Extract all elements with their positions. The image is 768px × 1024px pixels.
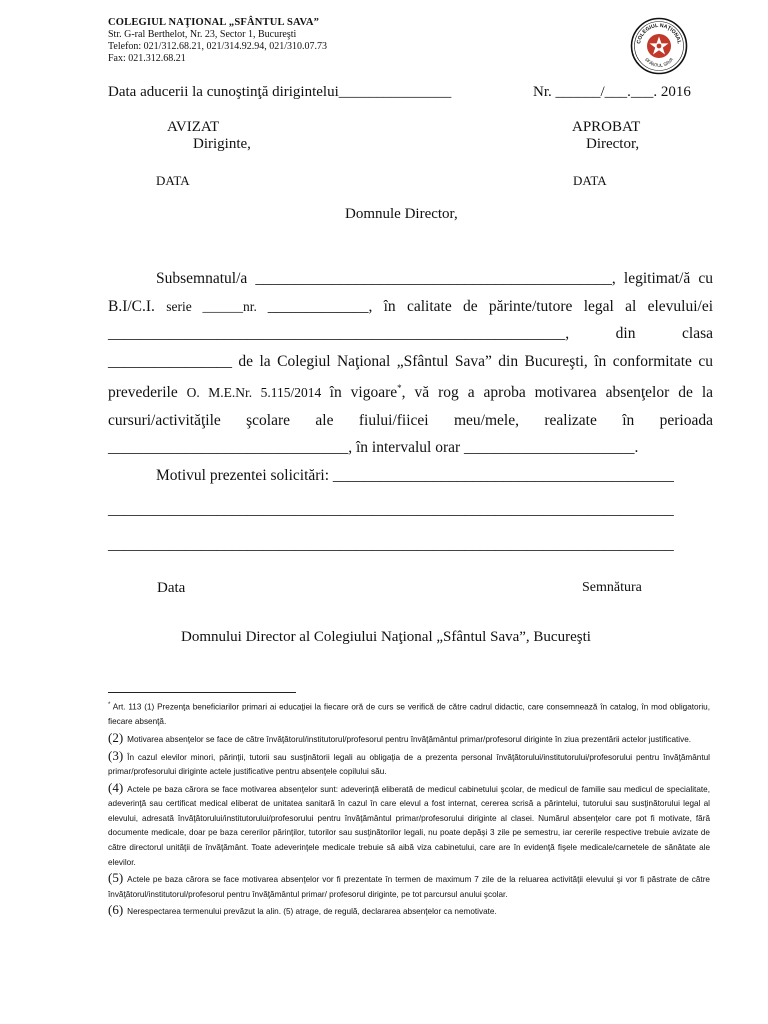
date-label: Data xyxy=(157,580,186,596)
school-phone: Telefon: 021/312.68.21, 021/314.92.94, 021/310.07.73 xyxy=(108,41,328,52)
registration-number-field: Nr. ______/___.___. 2016 xyxy=(533,84,691,100)
aprobat-role: Director, xyxy=(586,136,640,152)
notification-date-field: Data aducerii la cunoştinţă dirigintelui_______________ xyxy=(108,84,452,100)
school-address: Str. G-ral Berthelot, Nr. 23, Sector 1, Bucureşti xyxy=(108,29,297,40)
reason-line: Motivul prezentei solicitări: ____________________________________________ xyxy=(156,466,674,484)
footnote-item: * Art. 113 (1) Prezenţa beneficiarilor primari ai educaţiei la fiecare oră de curs se verifică de către cadrul didactic, care consemnează în catalog, în mod obligatoriu, fiecare absenţă. xyxy=(108,702,710,727)
footnotes xyxy=(108,698,710,921)
request-body xyxy=(108,265,713,558)
aprobat-date: DATA xyxy=(573,173,607,188)
avizat-block xyxy=(167,119,251,153)
addressee-line: Domnului Director al Colegiului Naţional „Sfântul Sava”, Bucureşti xyxy=(181,629,591,645)
salutation: Domnule Director, xyxy=(345,206,458,222)
footnote-mark: * xyxy=(397,383,402,393)
svg-text:COLEGIUL NAŢIONAL: COLEGIUL NAŢIONAL xyxy=(636,22,682,45)
svg-text:SFÂNTUL SAVA: SFÂNTUL SAVA xyxy=(643,56,675,69)
avizat-title: AVIZAT xyxy=(167,119,220,135)
avizat-role: Diriginte, xyxy=(193,136,251,152)
school-name: COLEGIUL NAŢIONAL „SFÂNTUL SAVA” xyxy=(108,17,320,28)
avizat-date: DATA xyxy=(156,173,190,188)
letterhead xyxy=(108,17,327,65)
signature-label: Semnătura xyxy=(582,580,642,595)
blank-line: _________________________________________________________________________ xyxy=(108,501,674,519)
school-seal-logo xyxy=(630,17,688,75)
school-fax: Fax: 021.312.68.21 xyxy=(108,53,186,64)
blank-line: _________________________________________________________________________ xyxy=(108,535,674,553)
request-paragraph: Subsemnatul/a ______________________________________________, legitimat/ă cu B.I/C.I. serie ______nr. _____________, în calitate de părinte/tutore legal al elevului/ei ___________________________________________________________, din clasa ________________ de la Colegiul Naţional „Sfântul Sava” din Bucureşti, în conformitate cu prevederile O. M.E.Nr. 5.115/2014 în vigoare*, vă rog a aproba motivarea absenţelor de la cursuri/activităţile şcolare ale fiului/fiicei meu/mele, realizate în perioada _______________________________, în intervalul orar ______________________. xyxy=(108,270,714,457)
footnote-item: (4) Actele pe baza cărora se face motivarea absenţelor sunt: adeverinţă eliberată de medicul cabinetului şcolar, de medicul de familie sau medicul de specialitate, adeverinţă sau certificat medical eliberat de unitatea sanitară în cazul în care elevul a fost internat, cererea scrisă a părintelui, tutorului sau susţinătorului legal al elevului, adresată învăţătorului/institutorului/profesorului pentru învăţământul primar/profesorului diriginte al clasei. Numărul absenţelor care pot fi motivate, fără documente medicale, doar pe baza cererilor părinţilor, tutorilor sau susţinătorilor legali, nu poate depăşi 3 zile pe semestru, iar cererile respective trebuie avizate de către directorul unităţii de învăţământ. Toate adeverinţele medicale trebuie să aibă viza cabinetului, care are în evidenţă fişele medicale/carnetele de sănătate ale elevilor. xyxy=(108,779,710,867)
footnote-separator xyxy=(108,692,296,693)
footnote-item: (3) În cazul elevilor minori, părinţii, tutorii sau susţinătorii legali au obligaţia de a prezenta personal învăţătorului/institutorului/profesorului pentru învăţământul primar/profesorului diriginte actele justificative pentru absenţele copilului său. xyxy=(108,747,710,777)
footnote-item: (5) Actele pe baza cărora se face motivarea absenţelor vor fi prezentate în termen de maximum 7 zile de la reluarea activităţii elevului şi vor fi păstrate de către învăţătorul/institutorul/profesorul pentru învăţământul primar/ profesorul diriginte, pe tot parcursul anului şcolar. xyxy=(108,870,710,899)
aprobat-title: APROBAT xyxy=(572,119,641,135)
footnote-item: (2) Motivarea absenţelor se face de către învăţătorul/institutorul/profesorul pentru învăţământul primar/profesorul diriginte în ziua prezentării actelor justificative. xyxy=(108,729,692,745)
footnote-item: (6) Nerespectarea termenului prevăzut la alin. (5) atrage, de regulă, declararea absenţelor ca nemotivate. xyxy=(108,902,497,918)
aprobat-block xyxy=(572,119,640,153)
